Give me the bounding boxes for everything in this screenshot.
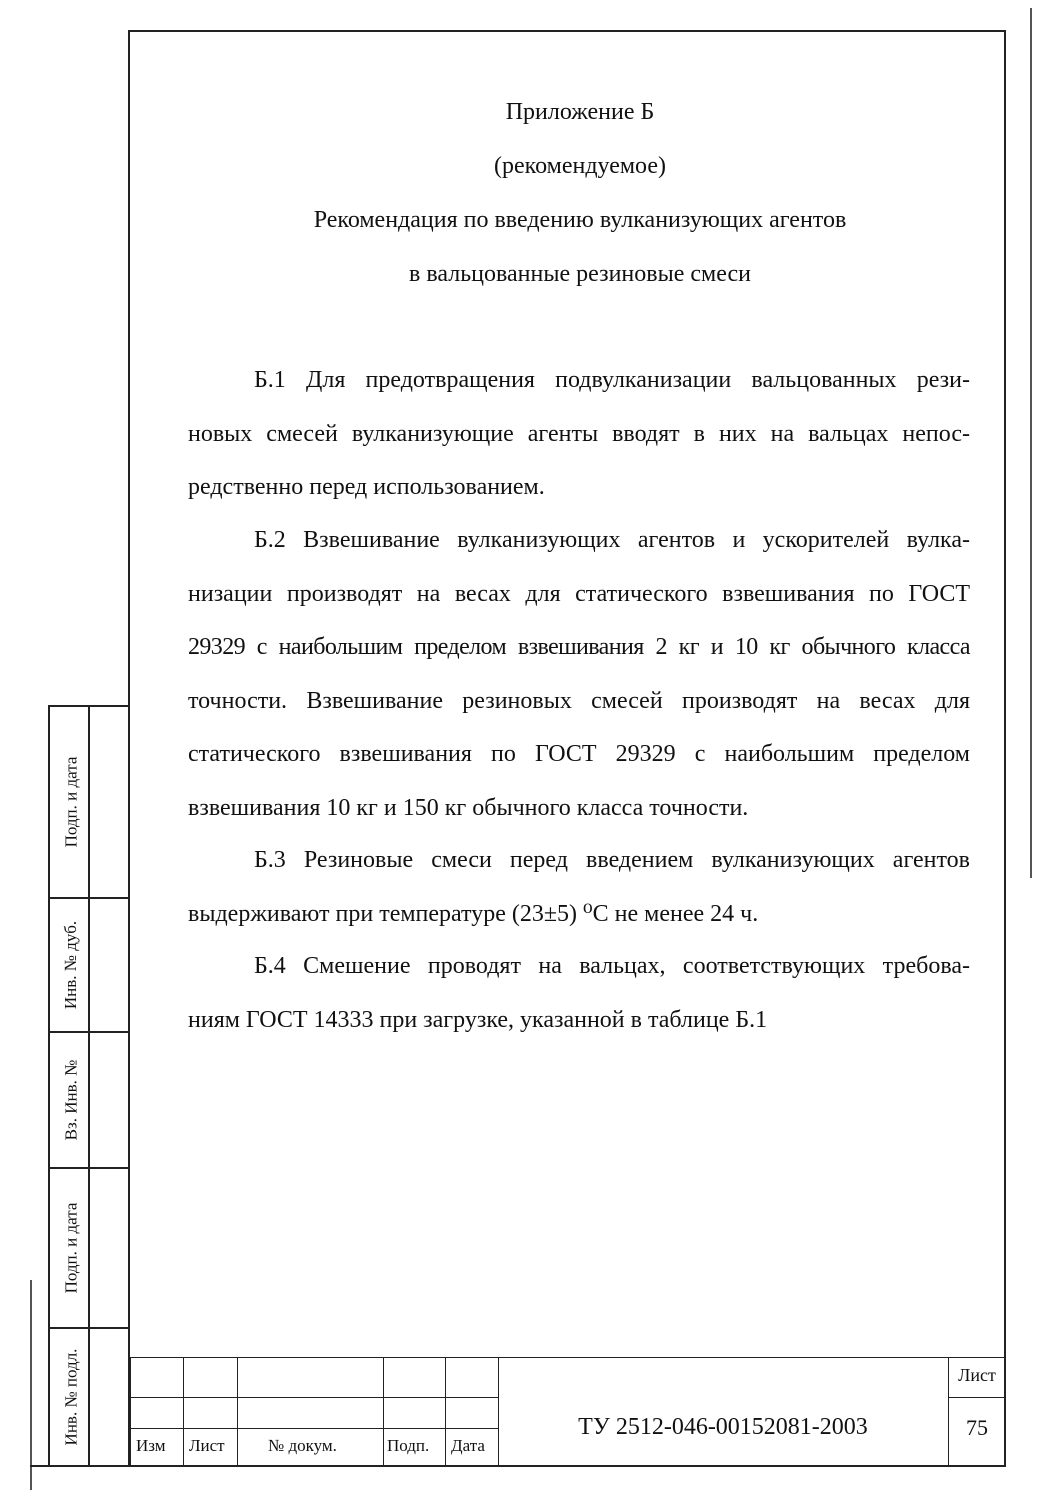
sidebar-label: Подп. и дата <box>61 1202 81 1294</box>
appendix-subject-line-2: в вальцованные резиновые смеси <box>409 261 751 287</box>
sidebar-inv-podl <box>48 1327 130 1465</box>
col-list: Лист <box>189 1436 225 1455</box>
col-data: Дата <box>451 1436 485 1455</box>
col-podp: Подп. <box>387 1436 430 1455</box>
clause-b4 <box>188 940 970 1047</box>
appendix-status: (рекомендуемое) <box>494 153 666 179</box>
text-line: Б.3 Резиновые смеси перед введением вулканизующих агентов <box>254 847 970 873</box>
text-line: точности. Взвешивание резиновых смесей производят на весах для <box>188 687 970 714</box>
sheet-number: 75 <box>966 1415 988 1440</box>
text-line: статического взвешивания по ГОСТ 29329 с наибольшим пределом <box>188 741 970 767</box>
text-line: Б.1 Для предотвращения подвулканизации вальцованных рези- <box>254 367 970 393</box>
sidebar-podp-data-1 <box>48 705 130 897</box>
clause-b3 <box>188 834 970 941</box>
sidebar-label: Инв. № подл. <box>61 1348 80 1446</box>
appendix-subject-line-1: Рекомендация по введению вулканизующих агентов <box>313 207 847 233</box>
text-line: Б.4 Смешение проводят на вальцах, соответствующих требова- <box>254 953 970 979</box>
text-line: взвешивания 10 кг и 150 кг обычного класса точности. <box>188 794 749 821</box>
col-doc-no: № докум. <box>268 1436 337 1455</box>
text-line: низации производят на весах для статического взвешивания по ГОСТ <box>188 580 970 607</box>
clause-b2 <box>188 514 970 835</box>
sidebar-label: Подп. и дата <box>61 756 81 848</box>
page-frame-bottom <box>30 1465 1006 1467</box>
scan-edge-left <box>30 1280 32 1490</box>
text-line: новых смесей вулканизующие агенты вводят в них на вальцах непос- <box>188 420 970 447</box>
document-code: ТУ 2512-046-00152081-2003 <box>578 1414 868 1440</box>
clause-b1 <box>188 354 970 515</box>
sidebar-inv-dub <box>48 897 130 1031</box>
title-block <box>130 1357 1006 1465</box>
sidebar-vz-inv <box>48 1031 130 1167</box>
text-line: редственно перед использованием. <box>188 474 545 500</box>
text-line: выдерживают при температуре (23±5) ⁰С не менее 24 ч. <box>188 900 759 927</box>
text-line: ниям ГОСТ 14333 при загрузке, указанной в таблице Б.1 <box>188 1006 768 1033</box>
text-line: 29329 с наибольшим пределом взвешивания 2 кг и 10 кг обычного класса <box>188 634 970 660</box>
appendix-title: Приложение Б <box>505 99 655 125</box>
text-line: Б.2 Взвешивание вулканизующих агентов и ускорителей вулка- <box>254 527 970 553</box>
sidebar-label: Вз. Инв. № <box>61 1059 80 1141</box>
sidebar-podp-data-2 <box>48 1167 130 1327</box>
sheet-label: Лист <box>958 1365 996 1385</box>
col-izm: Изм <box>136 1436 166 1455</box>
scan-edge-right <box>1030 8 1032 878</box>
sidebar-label: Инв. № дуб. <box>61 920 81 1010</box>
